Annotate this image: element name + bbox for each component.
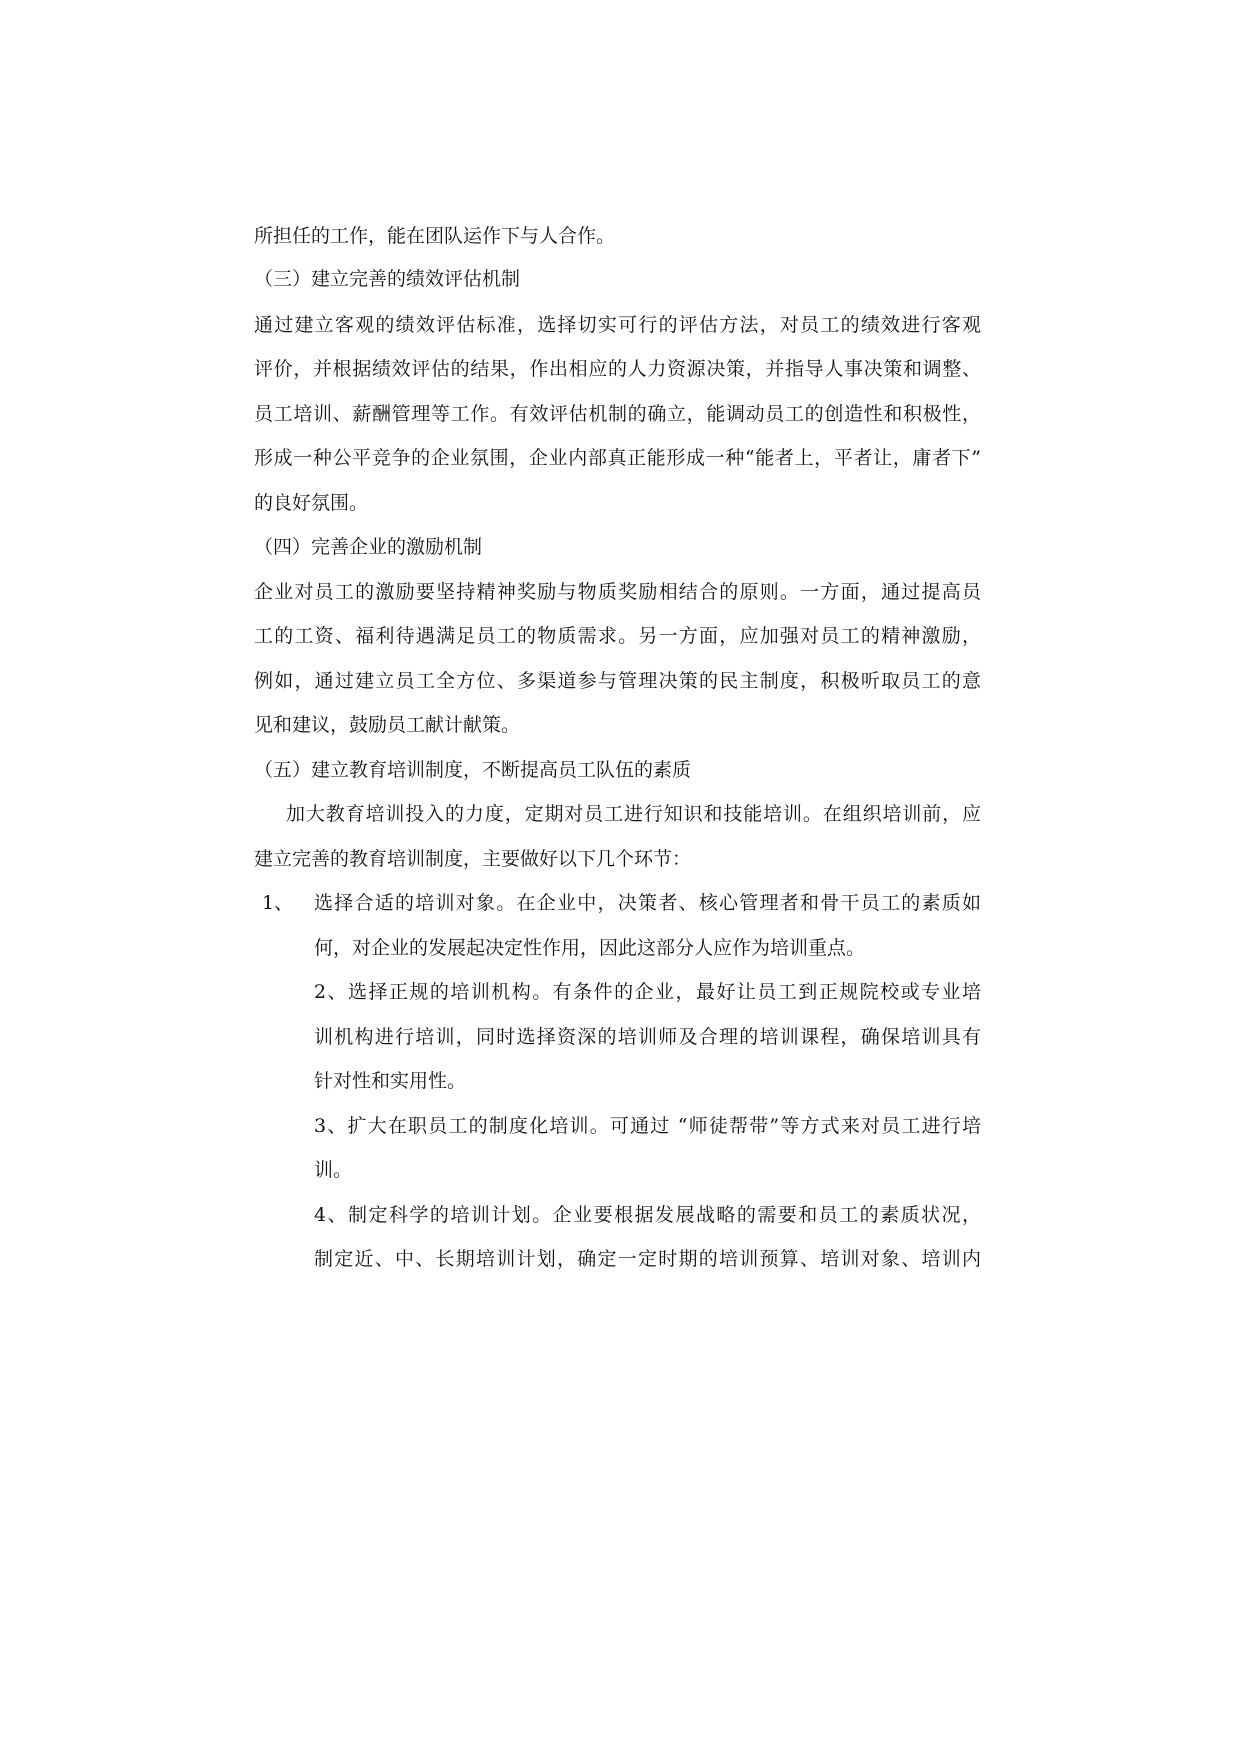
list-item-line: 4、制定科学的培训计划。企业要根据发展战略的需要和员工的素质状况，	[314, 1204, 981, 1226]
list-item-number: 1、	[262, 892, 294, 914]
list-item-line: 3、扩大在职员工的制度化培训。可通过 “师徒帮带”等方式来对员工进行培	[314, 1115, 981, 1137]
list-item-line: 选择合适的培训对象。在企业中，决策者、核心管理者和骨干员工的素质如	[314, 892, 981, 914]
list-item-line: 针对性和实用性。	[314, 1070, 467, 1092]
section-heading-4: （四）完善企业的激励机制	[254, 536, 483, 558]
list-item-line: 何，对企业的发展起决定性作用，因此这部分人应作为培训重点。	[314, 937, 866, 959]
section-heading-5: （五）建立教育培训制度，不断提高员工队伍的素质	[254, 759, 692, 781]
paragraph-line: 例如，通过建立员工全方位、多渠道参与管理决策的民主制度，积极听取员工的意	[254, 670, 981, 692]
paragraph-line: 企业对员工的激励要坚持精神奖励与物质奖励相结合的原则。一方面，通过提高员	[254, 581, 981, 603]
list-item-line: 2、选择正规的培训机构。有条件的企业，最好让员工到正规院校或专业培	[314, 981, 981, 1003]
paragraph-line: 加大教育培训投入的力度，定期对员工进行知识和技能培训。在组织培训前，应	[286, 803, 981, 825]
paragraph-line: 的良好氛围。	[254, 492, 369, 514]
paragraph-line: 员工培训、薪酬管理等工作。有效评估机制的确立，能调动员工的创造性和积极性，	[254, 403, 981, 425]
section-heading-3: （三）建立完善的绩效评估机制	[254, 268, 521, 290]
paragraph-line: 评价，并根据绩效评估的结果，作出相应的人力资源决策，并指导人事决策和调整、	[254, 358, 981, 380]
paragraph-line: 形成一种公平竞争的企业氛围，企业内部真正能形成一种“能者上，平者让，庸者下”	[254, 447, 981, 469]
paragraph-line: 通过建立客观的绩效评估标准，选择切实可行的评估方法，对员工的绩效进行客观	[254, 314, 981, 336]
paragraph-line: 见和建议，鼓励员工献计献策。	[254, 714, 521, 736]
paragraph-line: 所担任的工作，能在团队运作下与人合作。	[254, 225, 616, 247]
list-item-line: 训机构进行培训，同时选择资深的培训师及合理的培训课程，确保培训具有	[314, 1026, 981, 1048]
list-item-line: 训。	[314, 1159, 353, 1181]
list-item-line: 制定近、中、长期培训计划，确定一定时期的培训预算、培训对象、培训内	[314, 1248, 981, 1270]
paragraph-line: 工的工资、福利待遇满足员工的物质需求。另一方面，应加强对员工的精神激励，	[254, 625, 981, 647]
paragraph-line: 建立完善的教育培训制度，主要做好以下几个环节：	[254, 848, 692, 870]
